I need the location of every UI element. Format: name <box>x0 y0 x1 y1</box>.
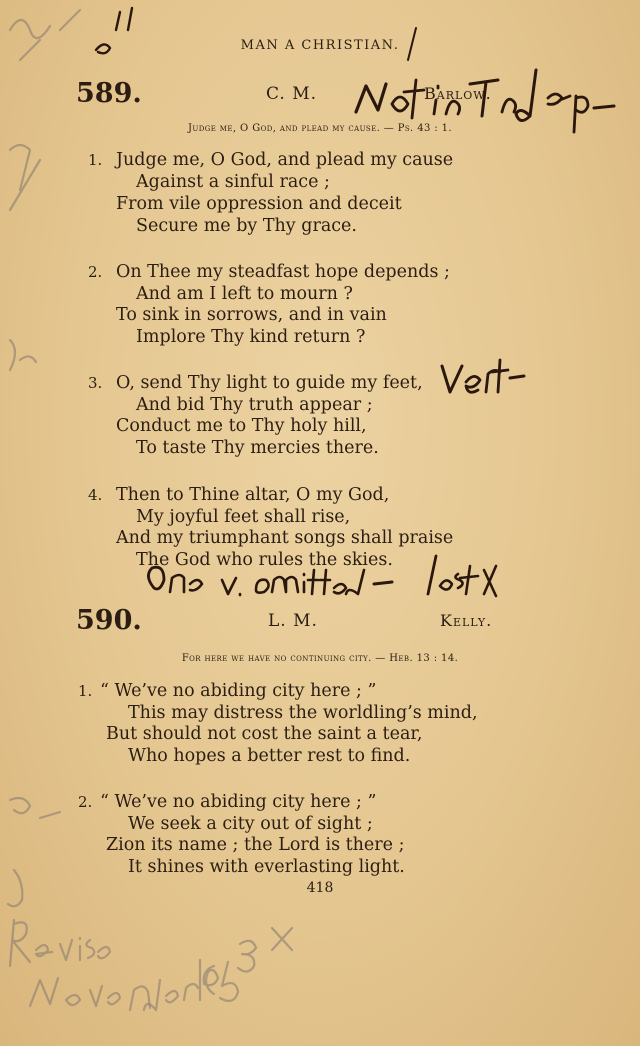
verse-line: Secure me by Thy grace. <box>136 216 357 236</box>
stanza-number: 4. <box>88 486 103 504</box>
verse-line: The God who rules the skies. <box>136 550 393 570</box>
handwriting-ver <box>442 360 524 392</box>
verse-line: Implore Thy kind return ? <box>136 327 366 347</box>
page-number: 418 <box>306 880 334 896</box>
hymn-590-scripture: For here we have no continuing city. — Heb. 13 : 14. <box>181 653 459 664</box>
hymn-590-number: 590. <box>76 605 142 636</box>
hymn-589-scripture: Judge me, O God, and plead my cause. — Ps. 43 : 1. <box>188 123 452 134</box>
verse-line: To sink in sorrows, and in vain <box>116 305 387 325</box>
verse-line: To taste Thy mercies there. <box>136 438 379 458</box>
verse-line: Then to Thine altar, O my God, <box>116 485 390 505</box>
verse-line: From vile oppression and deceit <box>116 194 402 214</box>
verse-line: Who hopes a better rest to find. <box>128 746 411 766</box>
running-header: MAN A CHRISTIAN. <box>240 38 400 53</box>
stanza-number: 3. <box>88 374 103 392</box>
hymn-589-number: 589. <box>76 78 142 109</box>
handwriting-pencil-revised-november-1853 <box>10 920 292 1010</box>
stanza-number: 1. <box>78 682 93 700</box>
hymn-589-meter: C. M. <box>266 84 318 104</box>
stanza-number: 2. <box>78 793 93 811</box>
hymn-590-tune: Kelly. <box>440 611 493 630</box>
verse-line: “ We’ve no abiding city here ; ” <box>100 792 377 812</box>
hymn-590-meter: L. M. <box>268 611 318 631</box>
verse-line: And am I left to mourn ? <box>136 284 353 304</box>
verse-line: And my triumphant songs shall praise <box>116 528 454 548</box>
verse-line: Conduct me to Thy holy hill, <box>116 416 367 436</box>
verse-line: Judge me, O God, and plead my cause <box>116 150 454 170</box>
verse-line: We seek a city out of sight ; <box>128 814 373 834</box>
pencil-margin-marks <box>8 10 80 906</box>
verse-line: My joyful feet shall rise, <box>136 507 351 527</box>
verse-line: Against a sinful race ; <box>136 172 330 192</box>
verse-line: It shines with everlasting light. <box>128 857 405 877</box>
verse-line: But should not cost the saint a tear, <box>106 724 423 744</box>
stanza-number: 2. <box>88 263 103 281</box>
stanza-number: 1. <box>88 151 103 169</box>
hymn-589-tune: Barlow. <box>424 84 492 103</box>
verse-line: “ We’ve no abiding city here ; ” <box>100 681 377 701</box>
verse-line: O, send Thy light to guide my feet, <box>116 373 423 393</box>
verse-line: Zion its name ; the Lord is there ; <box>106 835 405 855</box>
verse-line: On Thee my steadfast hope depends ; <box>116 262 450 282</box>
verse-line: And bid Thy truth appear ; <box>136 395 373 415</box>
verse-line: This may distress the worldling’s mind, <box>128 703 478 723</box>
